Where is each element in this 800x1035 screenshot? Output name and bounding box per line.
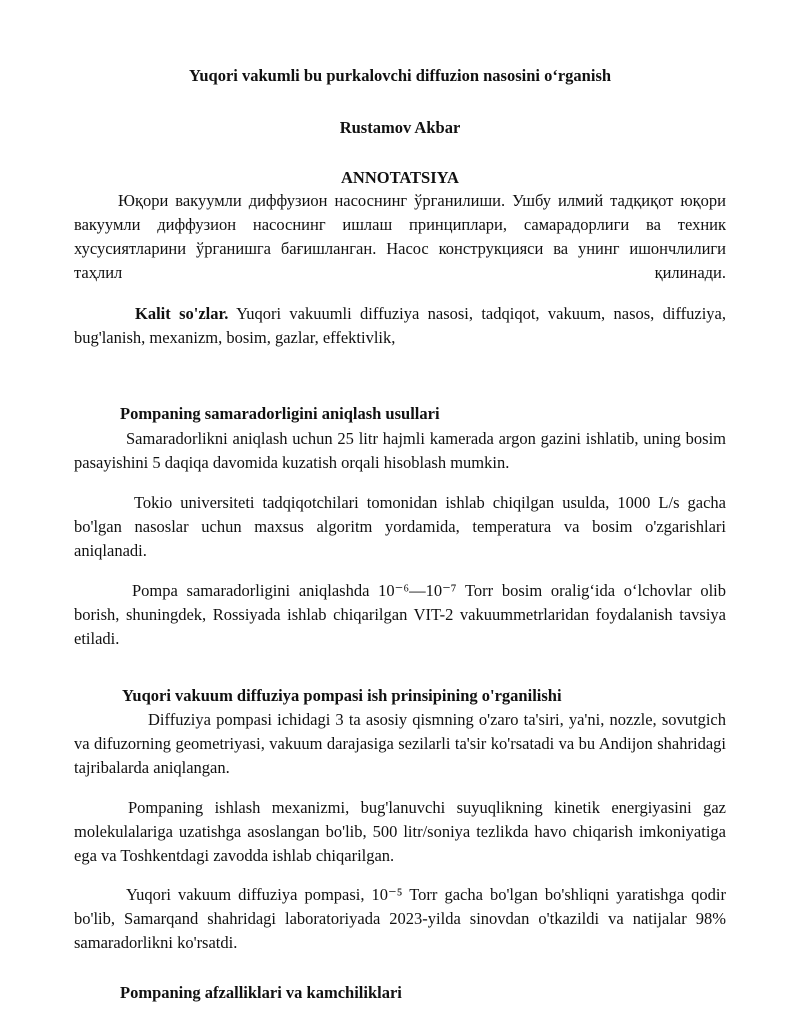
section-heading-advantages-disadvantages: Pompaning afzalliklari va kamchiliklari	[120, 983, 402, 1002]
paragraph-text: Diffuziya pompasi ichidagi 3 ta asosiy qismning o'zaro ta'siri, ya'ni, nozzle, sovutgich va difuzorning geometriyasi, vakuum darajasiga sezilarli ta'sir ko'rsatadi va bu Andijon shahridagi tajribalarda aniqlangan.	[74, 710, 726, 777]
keywords-text: Yuqori vakuumli diffuziya nasosi, tadqiqot, vakuum, nasos, diffuziya, bug'lanish, mexanizm, bosim, gazlar, effektivlik,	[74, 304, 726, 347]
paragraph-text: Pompa samaradorligini aniqlashda 10⁻⁶—10⁻⁷ Torr bosim oralig‘ida o‘lchovlar olib borish, shuningdek, Rossiyada ishlab chiqarilgan VIT-2 vakuummetrlaridan foydalanish tavsiya etiladi.	[74, 581, 726, 648]
annotation-text: Юқори вакуумли диффузион насоснинг ўрганилиши. Ушбу илмий тадқиқот юқори вакуумли диффузион насоснинг ишлаш принциплари, самарадорлиги ва техник хусусиятларини ўрганишга бағишланган. Насос конструкцияси ва унинг ишончлилиги таҳлил қилинади.	[74, 191, 726, 282]
paragraph-text: Samaradorlikni aniqlash uchun 25 litr hajmli kamerada argon gazini ishlatib, uning bosim pasayishini 5 daqiqa davomida kuzatish orqali hisoblash mumkin.	[74, 429, 726, 472]
body-paragraph	[74, 708, 726, 780]
annotation-heading: ANNOTATSIYA	[341, 168, 459, 187]
body-paragraph	[74, 796, 726, 868]
author-name: Rustamov Akbar	[339, 118, 461, 137]
body-paragraph	[74, 427, 726, 475]
section-heading-efficiency-methods: Pompaning samaradorligini aniqlash usullari	[120, 404, 440, 423]
paper-title: Yuqori vakumli bu purkalovchi diffuzion nasosini o‘rganish	[188, 66, 612, 85]
annotation-paragraph	[74, 189, 726, 285]
keywords-paragraph	[74, 302, 726, 350]
body-paragraph	[74, 491, 726, 563]
section-heading-working-principle: Yuqori vakuum diffuziya pompasi ish prinsipining o'rganilishi	[122, 686, 562, 705]
body-paragraph	[74, 883, 726, 955]
paragraph-text: Pompaning ishlash mexanizmi, bug'lanuvchi suyuqlikning kinetik energiyasini gaz molekulalariga uzatishga asoslangan bo'lib, 500 litr/soniya tezlikda havo chiqarish imkoniyatiga ega va Toshkentdagi zavodda ishlab chiqarilgan.	[74, 798, 726, 865]
keywords-label: Kalit so'zlar.	[135, 304, 229, 323]
body-paragraph	[74, 579, 726, 651]
paragraph-text: Tokio universiteti tadqiqotchilari tomonidan ishlab chiqilgan usulda, 1000 L/s gacha bo'lgan nasoslar uchun maxsus algoritm yordamida, temperatura va bosim o'zgarishlari aniqlanadi.	[74, 493, 726, 560]
paragraph-text: Yuqori vakuum diffuziya pompasi, 10⁻⁵ Torr gacha bo'lgan bo'shliqni yaratishga qodir bo'lib, Samarqand shahridagi laboratoriyada 2023-yilda sinovdan o'tkazildi va natijalar 98% samaradorlikni ko'rsatdi.	[74, 885, 726, 952]
